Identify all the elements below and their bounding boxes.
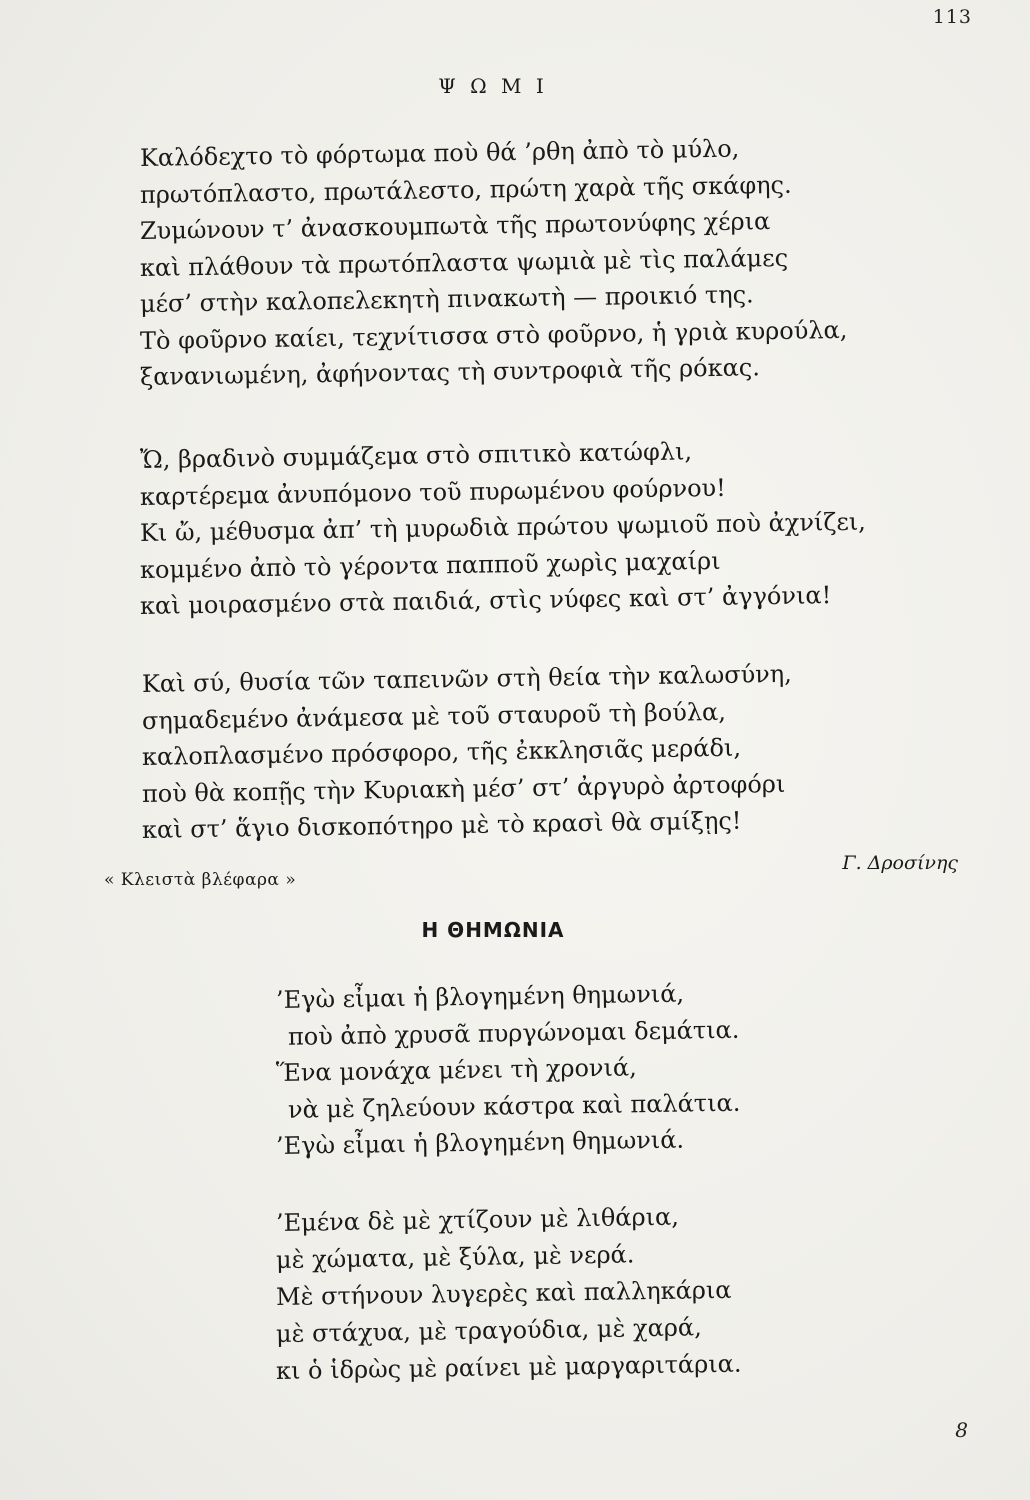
verse-line: μέσ’ στὴν καλοπελεκητὴ πινακωτὴ — προικιό της. bbox=[139, 280, 754, 318]
poem1-stanza-2 bbox=[139, 437, 867, 625]
verse-line: Καὶ σύ, θυσία τῶν ταπεινῶν στὴ θεία τὴν καλωσύνη, bbox=[141, 659, 792, 698]
verse-line: καὶ μοιρασμένο στὰ παιδιά, στὶς νύφες καὶ στ’ ἀγγόνια! bbox=[139, 581, 832, 620]
verse-line: Ἕνα μονάχα μένει τὴ χρονιά, bbox=[275, 1053, 637, 1087]
verse-line: ξανανιωμένη, ἀφήνοντας τὴ συντροφιὰ τῆς ρόκας. bbox=[139, 353, 761, 391]
verse-line: Καλόδεχτο τὸ φόρτωμα ποὺ θά ’ρθη ἀπὸ τὸ μύλο, bbox=[139, 134, 740, 172]
verse-line: νὰ μὲ ζηλεύουν κάστρα καὶ παλάτια. bbox=[287, 1088, 741, 1124]
verse-line: ’Εγὼ εἶμαι ἡ βλογημένη θημωνιά, bbox=[275, 979, 685, 1014]
verse-line: Κι ὤ, μέθυσμα ἀπ’ τὴ μυρωδιὰ πρώτου ψωμιοῦ ποὺ ἀχνίζει, bbox=[139, 507, 867, 547]
poem-title-psomi: Ψ Ω Μ Ι bbox=[438, 74, 548, 98]
verse-line: καλοπλασμένο πρόσφορο, τῆς ἐκκλησιᾶς μεράδι, bbox=[141, 733, 742, 771]
verse-line: κομμένο ἀπὸ τὸ γέροντα παπποῦ χωρὶς μαχαίρι bbox=[139, 546, 721, 584]
verse-line: Ὤ, βραδινὸ συμμάζεμα στὸ σπιτικὸ κατώφλι, bbox=[139, 437, 693, 474]
verse-line: μὲ στάχυα, μὲ τραγούδια, μὲ χαρά, bbox=[275, 1313, 702, 1348]
verse-line: καρτέρεμα ἀνυπόμονο τοῦ πυρωμένου φούρνου! bbox=[139, 473, 726, 511]
poem2-stanza-2 bbox=[275, 1202, 742, 1390]
poem-title-thimonia: Η ΘΗΜΩΝΙΑ bbox=[421, 918, 565, 942]
page-number: 113 bbox=[932, 6, 972, 28]
poem1-stanza-1 bbox=[139, 134, 848, 396]
verse-line: κι ὁ ἱδρὼς μὲ ραίνει μὲ μαργαριτάρια. bbox=[275, 1349, 742, 1385]
verse-line: πρωτόπλαστο, πρωτάλεστο, πρώτη χαρὰ τῆς σκάφης. bbox=[139, 170, 792, 209]
verse-line: Τὸ φοῦρνο καίει, τεχνίτισσα στὸ φοῦρνο, ἡ γριὰ κυρούλα, bbox=[139, 315, 848, 355]
verse-line: καὶ στ’ ἅγιο δισκοπότηρο μὲ τὸ κρασὶ θὰ σμίξῃς! bbox=[141, 806, 742, 844]
poem1-author: Γ. Δροσίνης bbox=[842, 852, 958, 874]
verse-line: Μὲ στήνουν λυγερὲς καὶ παλληκάρια bbox=[275, 1275, 732, 1311]
verse-line: ’Εμένα δὲ μὲ χτίζουν μὲ λιθάρια, bbox=[275, 1202, 680, 1237]
verse-line: Ζυμώνουν τ’ ἀνασκουμπωτὰ τῆς πρωτονύφης χέρια bbox=[139, 207, 771, 245]
printer-signature-mark: 8 bbox=[955, 1418, 968, 1442]
poem1-source: « Κλειστὰ βλέφαρα » bbox=[104, 870, 297, 890]
verse-line: καὶ πλάθουν τὰ πρωτόπλαστα ψωμιὰ μὲ τὶς παλάμες bbox=[139, 243, 789, 282]
verse-line: ’Εγὼ εἶμαι ἡ βλογημένη θημωνιά. bbox=[275, 1125, 685, 1160]
poem1-stanza-3 bbox=[141, 659, 792, 849]
verse-line: μὲ χώματα, μὲ ξύλα, μὲ νερά. bbox=[275, 1240, 635, 1274]
verse-line: σημαδεμένο ἀνάμεσα μὲ τοῦ σταυροῦ τὴ βούλα, bbox=[141, 697, 727, 735]
poem2-stanza-1 bbox=[275, 979, 741, 1165]
verse-line: ποὺ θὰ κοπῇς τὴν Κυριακὴ μέσ’ στ’ ἀργυρὸ ἀρτοφόρι bbox=[141, 769, 786, 808]
verse-line: ποὺ ἀπὸ χρυσᾶ πυργώνομαι δεμάτια. bbox=[287, 1015, 740, 1051]
